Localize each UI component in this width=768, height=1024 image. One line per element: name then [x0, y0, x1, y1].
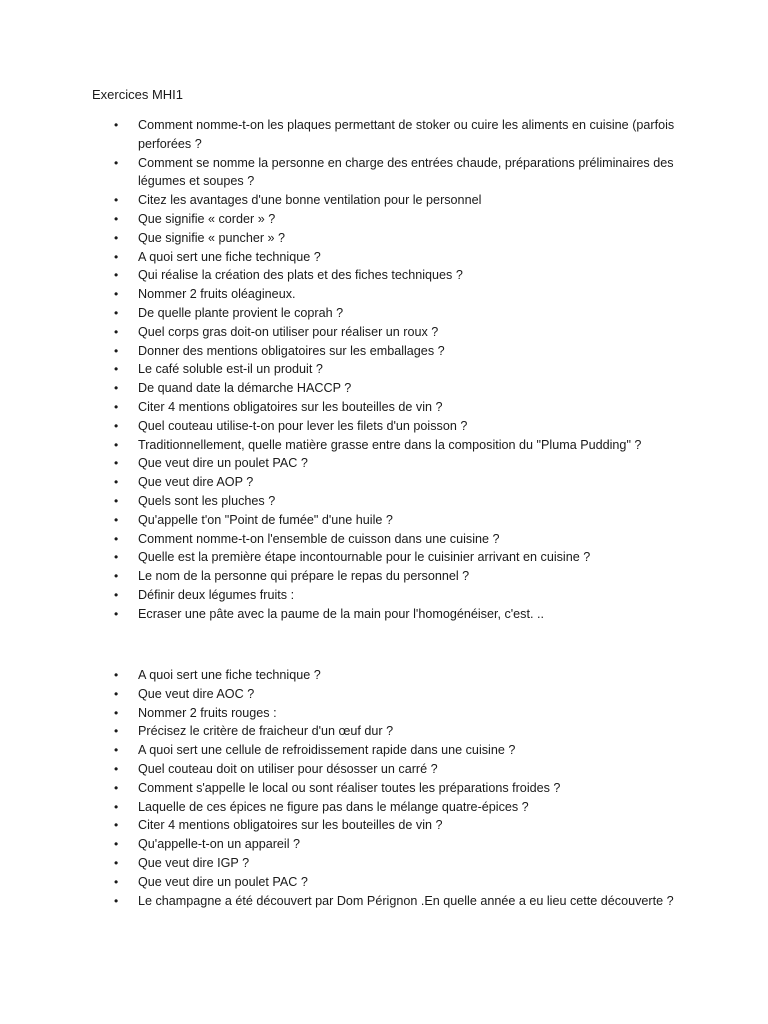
question-text: Citer 4 mentions obligatoires sur les bouteilles de vin ? — [138, 399, 443, 414]
list-item — [0, 154, 768, 192]
question-text: De quand date la démarche HACCP ? — [138, 381, 352, 396]
list-item — [0, 191, 768, 210]
list-item — [0, 685, 768, 704]
bullet: • — [114, 230, 119, 245]
bullet: • — [114, 437, 119, 452]
bullet: • — [114, 606, 119, 621]
question-text: Quels sont les pluches ? — [138, 493, 276, 508]
question-text: Le café soluble est-il un produit ? — [138, 362, 323, 377]
question-text: Le nom de la personne qui prépare le repas du personnel ? — [138, 569, 470, 584]
list-item — [0, 760, 768, 779]
list-item — [0, 210, 768, 229]
question-text: Que signifie « corder » ? — [138, 211, 276, 226]
list-item — [0, 285, 768, 304]
bullet: • — [114, 399, 119, 414]
list-item — [0, 567, 768, 586]
bullet: • — [114, 724, 119, 739]
bullet: • — [114, 893, 119, 908]
list-item — [0, 854, 768, 873]
bullet: • — [114, 686, 119, 701]
question-text: Nommer 2 fruits oléagineux. — [138, 287, 296, 302]
question-text: Citez les avantages d'une bonne ventilation pour le personnel — [138, 193, 482, 208]
question-text: De quelle plante provient le coprah ? — [138, 305, 344, 320]
bullet: • — [114, 193, 119, 208]
bullet: • — [114, 761, 119, 776]
question-text: A quoi sert une cellule de refroidissement rapide dans une cuisine ? — [138, 743, 516, 758]
bullet: • — [114, 743, 119, 758]
list-item — [0, 605, 768, 624]
bullet: • — [114, 512, 119, 527]
list-item — [0, 666, 768, 685]
list-item — [0, 116, 768, 154]
question-text: Quel couteau doit on utiliser pour désosser un carré ? — [138, 761, 438, 776]
bullet: • — [114, 587, 119, 602]
question-text: Comment s'appelle le local ou sont réaliser toutes les préparations froides ? — [138, 780, 561, 795]
bullet: • — [114, 705, 119, 720]
question-text: Quelle est la première étape incontournable pour le cuisinier arrivant en cuisine ? — [138, 550, 591, 565]
bullet: • — [114, 287, 119, 302]
list-item — [0, 360, 768, 379]
list-item — [0, 873, 768, 892]
list-item — [0, 473, 768, 492]
question-text: Traditionnellement, quelle matière grasse entre dans la composition du "Pluma Pudding" ? — [138, 437, 642, 452]
question-text: Donner des mentions obligatoires sur les emballages ? — [138, 343, 445, 358]
question-text: Quel corps gras doit-on utiliser pour réaliser un roux ? — [138, 324, 439, 339]
bullet: • — [114, 874, 119, 889]
list-item — [0, 229, 768, 248]
bullet: • — [114, 855, 119, 870]
list-item — [0, 492, 768, 511]
list-item — [0, 398, 768, 417]
question-text: Qu'appelle-t-on un appareil ? — [138, 837, 301, 852]
bullet: • — [114, 493, 119, 508]
list-item — [0, 530, 768, 549]
question-list-1 — [0, 116, 768, 624]
bullet: • — [114, 155, 119, 170]
question-text: Comment nomme-t-on l'ensemble de cuisson dans une cuisine ? — [138, 531, 500, 546]
bullet: • — [114, 343, 119, 358]
question-text: Citer 4 mentions obligatoires sur les bouteilles de vin ? — [138, 818, 443, 833]
question-text: Que veut dire IGP ? — [138, 855, 250, 870]
list-item — [0, 266, 768, 285]
bullet: • — [114, 381, 119, 396]
question-list-2 — [0, 666, 768, 910]
list-item — [0, 342, 768, 361]
bullet: • — [114, 211, 119, 226]
bullet: • — [114, 118, 119, 132]
question-text: Que veut dire AOC ? — [138, 686, 255, 701]
question-text: Nommer 2 fruits rouges : — [138, 705, 277, 720]
list-item — [0, 417, 768, 436]
list-item — [0, 304, 768, 323]
question-text: Que veut dire AOP ? — [138, 475, 254, 490]
question-text: Que veut dire un poulet PAC ? — [138, 874, 308, 889]
bullet: • — [114, 799, 119, 814]
list-item — [0, 248, 768, 267]
bullet: • — [114, 268, 119, 283]
list-item — [0, 511, 768, 530]
bullet: • — [114, 780, 119, 795]
bullet: • — [114, 531, 119, 546]
list-item — [0, 779, 768, 798]
bullet: • — [114, 475, 119, 490]
bullet: • — [114, 418, 119, 433]
document-title: Exercices MHI1 — [92, 87, 184, 102]
list-item — [0, 835, 768, 854]
bullet: • — [114, 818, 119, 833]
list-item — [0, 816, 768, 835]
list-item — [0, 586, 768, 605]
question-text: Précisez le critère de fraicheur d'un œuf dur ? — [138, 724, 394, 739]
bullet: • — [114, 305, 119, 320]
question-text: A quoi sert une fiche technique ? — [138, 668, 321, 682]
question-text: Comment se nomme la personne en charge des entrées chaude, préparations préliminaires des légumes et soupes ? — [138, 155, 674, 189]
list-item — [0, 548, 768, 567]
question-text: Que veut dire un poulet PAC ? — [138, 456, 308, 471]
bullet: • — [114, 324, 119, 339]
question-text: Le champagne a été découvert par Dom Pérignon .En quelle année a eu lieu cette découverte ? — [138, 893, 674, 908]
bullet: • — [114, 550, 119, 565]
question-text: Que signifie « puncher » ? — [138, 230, 286, 245]
question-text: Quel couteau utilise-t-on pour lever les filets d'un poisson ? — [138, 418, 468, 433]
list-item — [0, 379, 768, 398]
bullet: • — [114, 668, 119, 682]
question-text: Qu'appelle t'on "Point de fumée" d'une huile ? — [138, 512, 393, 527]
bullet: • — [114, 837, 119, 852]
question-text: A quoi sert une fiche technique ? — [138, 249, 321, 264]
list-item — [0, 722, 768, 741]
question-text: Définir deux légumes fruits : — [138, 587, 295, 602]
question-text: Comment nomme-t-on les plaques permettant de stoker ou cuire les aliments en cuisine (parfois perforées ? — [138, 118, 675, 151]
bullet: • — [114, 456, 119, 471]
list-item — [0, 798, 768, 817]
question-text: Laquelle de ces épices ne figure pas dans le mélange quatre-épices ? — [138, 799, 529, 814]
bullet: • — [114, 362, 119, 377]
bullet: • — [114, 249, 119, 264]
list-item — [0, 436, 768, 455]
bullet: • — [114, 569, 119, 584]
list-item — [0, 454, 768, 473]
list-item — [0, 323, 768, 342]
question-text: Ecraser une pâte avec la paume de la main pour l'homogénéiser, c'est. .. — [138, 606, 544, 621]
list-item — [0, 741, 768, 760]
list-item — [0, 704, 768, 723]
list-item — [0, 892, 768, 911]
question-text: Qui réalise la création des plats et des fiches techniques ? — [138, 268, 463, 283]
